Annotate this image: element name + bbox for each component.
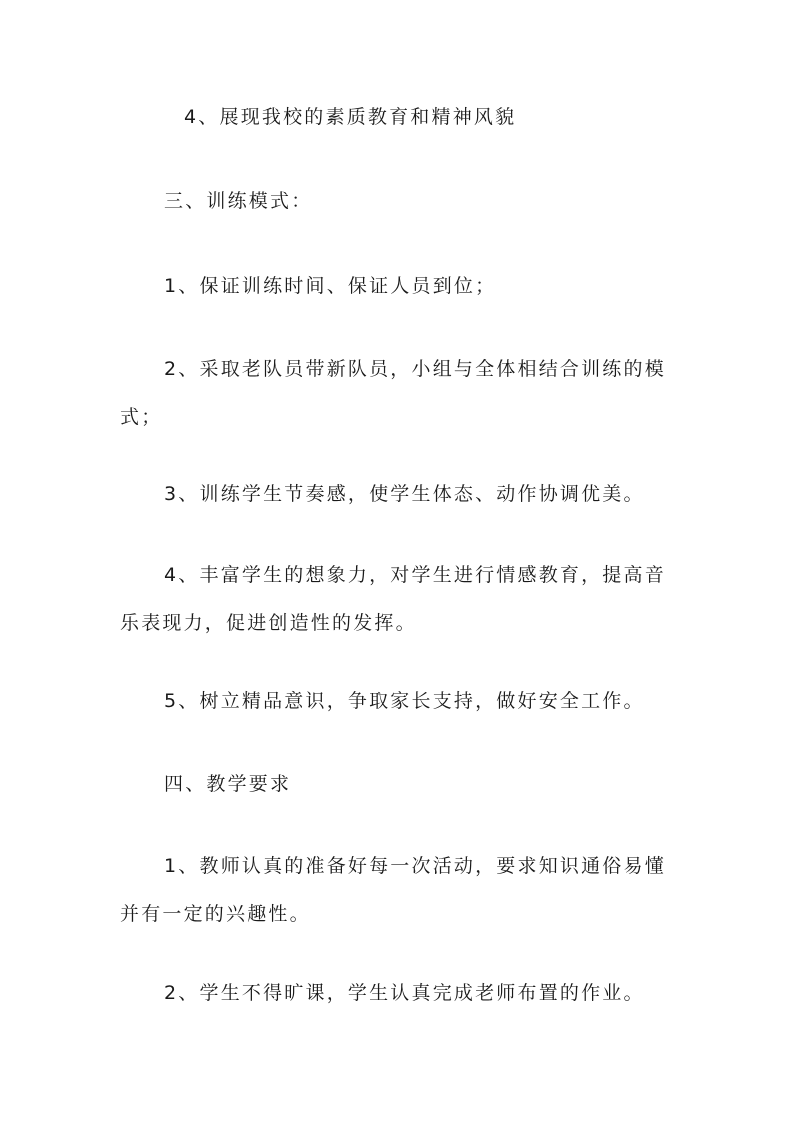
paragraph-mode-5: 5、树立精品意识，争取家长支持，做好安全工作。 — [164, 690, 645, 712]
paragraph-requirement-1: 1、教师认真的准备好每一次活动，要求知识通俗易懂并有一定的兴趣性。 — [120, 855, 666, 925]
paragraph-requirement-2: 2、学生不得旷课，学生认真完成老师布置的作业。 — [164, 982, 645, 1004]
paragraph-mode-1: 1、保证训练时间、保证人员到位； — [164, 275, 497, 297]
paragraph-mode-2: 2、采取老队员带新队员，小组与全体相结合训练的模式； — [120, 358, 666, 428]
heading-training-mode: 三、训练模式： — [164, 190, 313, 212]
heading-teaching-requirements: 四、教学要求 — [164, 773, 292, 795]
paragraph-mode-3: 3、训练学生节奏感，使学生体态、动作协调优美。 — [164, 483, 645, 505]
paragraph-mode-4: 4、丰富学生的想象力，对学生进行情感教育，提高音乐表现力，促进创造性的发挥。 — [120, 564, 666, 634]
paragraph-goal-4: 4、展现我校的素质教育和精神风貌 — [184, 106, 517, 128]
